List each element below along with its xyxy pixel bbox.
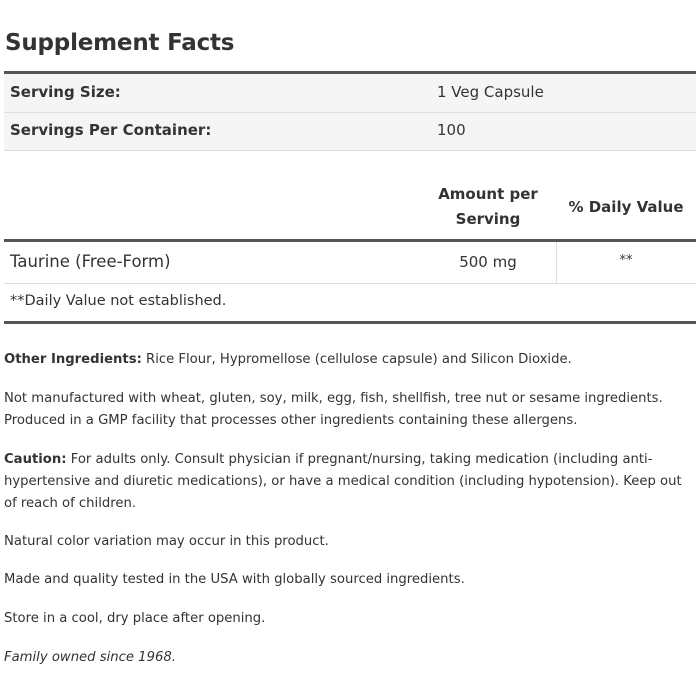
other-ingredients-label: Other Ingredients: xyxy=(4,352,142,367)
daily-value-footnote: **Daily Value not established. xyxy=(10,293,227,309)
daily-value-header: % Daily Value xyxy=(568,198,684,216)
serving-size-label: Serving Size: xyxy=(10,83,121,101)
nutrient-name: Taurine (Free-Form) xyxy=(10,252,171,271)
caution-label: Caution: xyxy=(4,452,67,467)
other-ingredients-paragraph xyxy=(4,349,694,371)
nutrient-daily-value: ** xyxy=(619,253,633,268)
servings-per-container-value: 100 xyxy=(437,121,466,139)
amount-header-line2: Serving xyxy=(455,210,521,228)
row-divider xyxy=(4,150,696,151)
made-in-paragraph: Made and quality tested in the USA with globally sourced ingredients. xyxy=(4,572,465,587)
row-divider xyxy=(4,283,696,284)
storage-paragraph: Store in a cool, dry place after opening. xyxy=(4,611,266,626)
header-thick-rule xyxy=(4,239,696,242)
nutrient-amount: 500 mg xyxy=(459,253,517,271)
amount-per-serving-header xyxy=(420,182,556,232)
caution-text: For adults only. Consult physician if pregnant/nursing, taking medication (including anti-hypertensive and diuretic medications), or have a medical condition (including hypotension). Keep out of reach of children. xyxy=(4,452,682,511)
serving-size-value: 1 Veg Capsule xyxy=(437,83,544,101)
color-variation-paragraph: Natural color variation may occur in this product. xyxy=(4,534,329,549)
family-owned-paragraph: Family owned since 1968. xyxy=(4,650,176,665)
bottom-thick-rule xyxy=(4,321,696,324)
amount-header-line1: Amount per xyxy=(438,185,538,203)
caution-paragraph xyxy=(4,449,694,515)
allergen-paragraph: Not manufactured with wheat, gluten, soy, milk, egg, fish, shellfish, tree nut or sesame ingredients. Produced in a GMP facility that processes other ingredients containing these allergens. xyxy=(4,391,663,428)
servings-per-container-label: Servings Per Container: xyxy=(10,121,212,139)
supplement-facts-title: Supplement Facts xyxy=(5,30,235,56)
other-ingredients-text: Rice Flour, Hypromellose (cellulose capsule) and Silicon Dioxide. xyxy=(141,352,572,367)
